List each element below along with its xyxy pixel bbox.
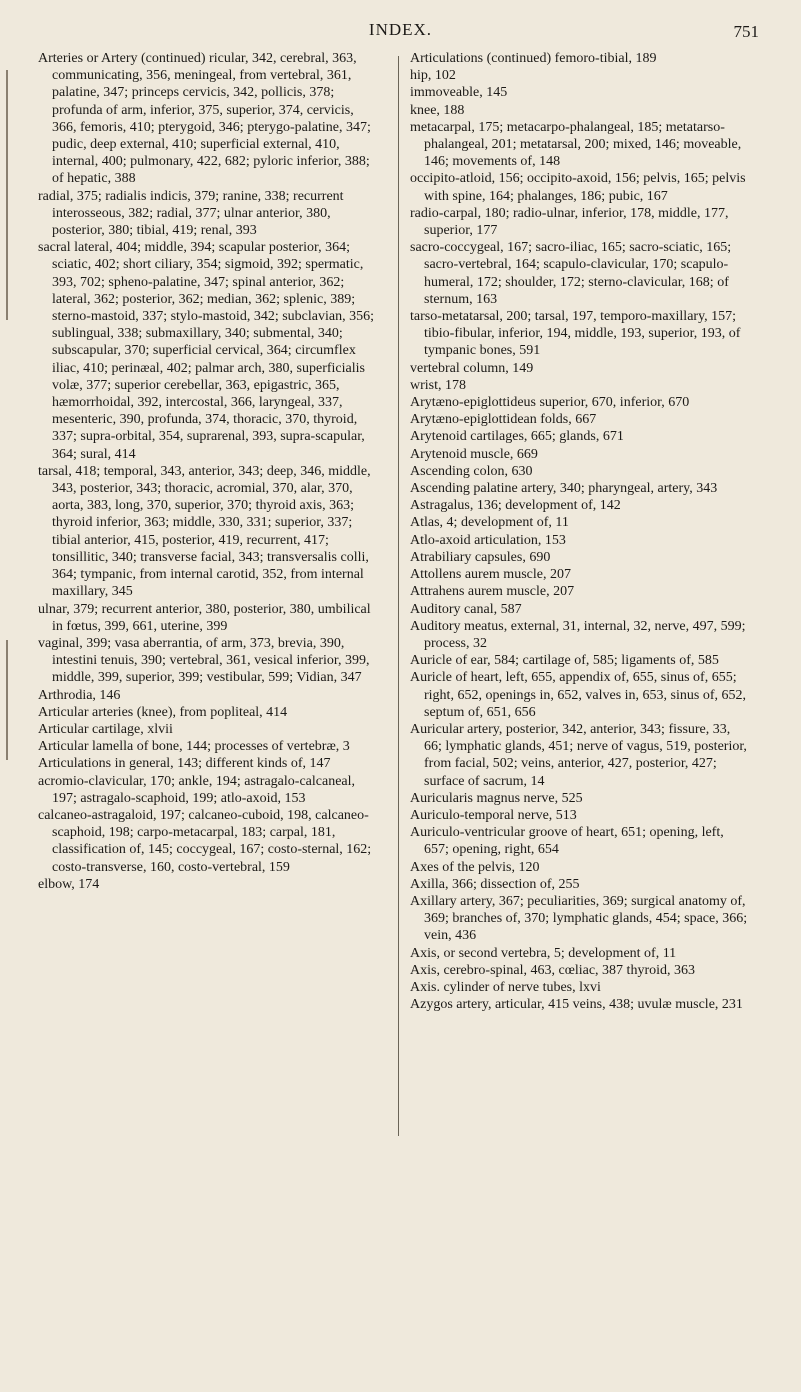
index-entry: occipito-atloid, 156; occipito-axoid, 156; pelvis, 165; pelvis with spine, 164; phalanges, 186; pubic, 167: [410, 171, 746, 204]
index-entry: Attrahens aurem muscle, 207: [410, 584, 575, 600]
column-divider: [398, 56, 399, 1136]
index-entry: Ascending palatine artery, 340; pharyngeal, artery, 343: [410, 481, 718, 497]
index-entry: Axis. cylinder of nerve tubes, lxvi: [410, 979, 601, 995]
index-entry: metacarpal, 175; metacarpo-phalangeal, 185; metatarso-phalangeal, 201; metatarsal, 200; mixed, 146; moveable, 146; movements of, 148: [410, 119, 742, 170]
index-entry: Articulations in general, 143; different kinds of, 147: [38, 756, 331, 772]
page-edge-shadow: [6, 70, 8, 320]
index-entry: Articular lamella of bone, 144; processes of vertebræ, 3: [38, 739, 350, 755]
index-entry: Articulations (continued) femoro-tibial, 189: [410, 51, 657, 66]
index-entry: Auricular artery, posterior, 342, anterior, 343; fissure, 33, 66; lymphatic glands, 451; nerve of vagus, 519, posterior, from facial, 502; veins, anterior, 427, posterior, 427; surface of sacrum, 14: [410, 721, 747, 789]
index-entry: calcaneo-astragaloid, 197; calcaneo-cuboid, 198, calcaneo-scaphoid, 198; carpo-metacarpal, 183; carpal, 181, classification of, 145; coccygeal, 167; costo-sternal, 162; costo-transverse, 160, costo-vertebral, 159: [38, 807, 372, 875]
index-entry: knee, 188: [410, 102, 465, 118]
index-entry: radio-carpal, 180; radio-ulnar, inferior, 178, middle, 177, superior, 177: [410, 205, 729, 239]
index-entry: Auricle of ear, 584; cartilage of, 585; ligaments of, 585: [410, 653, 719, 669]
index-entry: Azygos artery, articular, 415 veins, 438; uvulæ muscle, 231: [410, 997, 743, 1013]
index-entry: Axis, cerebro-spinal, 463, cœliac, 387 thyroid, 363: [410, 962, 695, 978]
index-column-left: [38, 50, 376, 893]
index-entry: Auriculo-temporal nerve, 513: [410, 807, 577, 823]
index-entry: Arthrodia, 146: [38, 687, 121, 703]
index-entry: Auricle of heart, left, 655, appendix of, 655, sinus of, 655; right, 652, openings in, 652, valves in, 653, sinus of, 652, septum of, 651, 656: [410, 670, 746, 720]
index-entry: Axes of the pelvis, 120: [410, 859, 540, 875]
index-entry: Ascending colon, 630: [410, 463, 533, 479]
index-entry: immoveable, 145: [410, 85, 508, 101]
index-entry: Arytenoid cartilages, 665; glands, 671: [410, 429, 624, 445]
index-entry: Auditory meatus, external, 31, internal, 32, nerve, 497, 599; process, 32: [410, 618, 746, 651]
index-entry: Astragalus, 136; development of, 142: [410, 498, 621, 514]
page-edge-shadow: [6, 640, 8, 760]
index-entry: tarsal, 418; temporal, 343, anterior, 343; deep, 346, middle, 343, posterior, 343; thoracic, acromial, 370, alar, 370, aorta, 383, long, 370, superior, 370; thyroid axis, 363; thyroid inferior, 363; middle, 330, 331; superior, 337; tibial anterior, 415, posterior, 419, recurrent, 417; tonsillitic, 340; transverse facial, 343; transversalis colli, 364; tympanic, from internal carotid, 352, from internal maxillary, 345: [38, 463, 371, 600]
page-number: 751: [733, 22, 759, 41]
index-entry: hip, 102: [410, 68, 456, 84]
index-entry: Attollens aurem muscle, 207: [410, 567, 571, 583]
index-entry: Articular arteries (knee), from popliteal, 414: [38, 704, 288, 720]
index-entry: Axis, or second vertebra, 5; development of, 11: [410, 945, 677, 961]
index-entry: vertebral column, 149: [410, 360, 534, 376]
index-entry: Auditory canal, 587: [410, 601, 522, 617]
index-entry: Arytenoid muscle, 669: [410, 446, 538, 462]
index-entry: sacro-coccygeal, 167; sacro-iliac, 165; sacro-sciatic, 165; sacro-vertebral, 164; scapulo-clavicular, 170; scapulo-humeral, 172; shoulder, 172; sterno-clavicular, 168; of sternum, 163: [410, 240, 732, 307]
index-entry: sacral lateral, 404; middle, 394; scapular posterior, 364; sciatic, 402; short ciliary, 354; sigmoid, 392; spermatic, 393, 702; spheno-palatine, 347; spinal anterior, 362; lateral, 362; posterior, 362; median, 362; splenic, 389; sterno-mastoid, 337; stylo-mastoid, 342; subclavian, 356; sublingual, 338; submaxillary, 340; submental, 340; subscapular, 370; superficial cervical, 364; circumflex iliac, 410; perinæal, 402; palmar arch, 380, superficialis volæ, 377; superior cerebellar, 363, epigastric, 365, hæmorrhoidal, 392, intercostal, 366, laryngeal, 337, mesenteric, 390, profunda, 374, thoracic, 370, thyroid, 337; supra-orbital, 354, suprarenal, 393, supra-scapular, 364; sural, 414: [38, 240, 374, 462]
index-entry: Atrabiliary capsules, 690: [410, 549, 551, 565]
index-entry: elbow, 174: [38, 876, 100, 892]
index-entry: Arteries or Artery (continued) ricular, 342, cerebral, 363, communicating, 356, meningeal, from vertebral, 361, palatine, 347; princeps cervicis, 342, pollicis, 378; profunda of arm, inferior, 375, superior, 374, cervicis, 366, femoris, 410; pterygoid, 346; pterygo-palatine, 347; pudic, deep external, 410; superficial external, 410, internal, 400; pulmonary, 422, 682; pyloric inferior, 388; of hepatic, 388: [38, 51, 371, 187]
index-entry: Axilla, 366; dissection of, 255: [410, 876, 580, 892]
index-column-right: [410, 50, 748, 1013]
index-entry: tarso-metatarsal, 200; tarsal, 197, temporo-maxillary, 157; tibio-fibular, inferior, 194, middle, 193, superior, 193, of tympanic bones, 591: [410, 309, 741, 359]
index-entry: vaginal, 399; vasa aberrantia, of arm, 373, brevia, 390, intestini tenuis, 390; vertebral, 361, vesical inferior, 399, middle, 399, superior, 399; vestibular, 599; Vidian, 347: [38, 635, 370, 686]
index-entry: radial, 375; radialis indicis, 379; ranine, 338; recurrent interosseous, 382; radial, 377; ulnar anterior, 380, posterior, 380; tibial, 419; renal, 393: [38, 188, 344, 239]
index-entry: Axillary artery, 367; peculiarities, 369; surgical anatomy of, 369; branches of, 370; lymphatic glands, 454; space, 366; vein, 436: [410, 893, 748, 944]
index-entry: Arytæno-epiglottideus superior, 670, inferior, 670: [410, 395, 690, 411]
index-entry: wrist, 178: [410, 377, 466, 393]
index-entry: Atlas, 4; development of, 11: [410, 515, 569, 531]
index-entry: Articular cartilage, xlvii: [38, 721, 173, 737]
index-entry: acromio-clavicular, 170; ankle, 194; astragalo-calcaneal, 197; astragalo-scaphoid, 199; atlo-axoid, 153: [38, 773, 356, 806]
index-entry: Arytæno-epiglottidean folds, 667: [410, 412, 597, 428]
page-title: INDEX.: [368, 20, 433, 39]
index-entry: Auricularis magnus nerve, 525: [410, 790, 583, 806]
index-entry: Auriculo-ventricular groove of heart, 651; opening, left, 657; opening, right, 654: [410, 825, 724, 858]
index-entry: Atlo-axoid articulation, 153: [410, 532, 566, 548]
index-entry: ulnar, 379; recurrent anterior, 380, posterior, 380, umbilical in fœtus, 399, 661, uterine, 399: [38, 601, 371, 634]
